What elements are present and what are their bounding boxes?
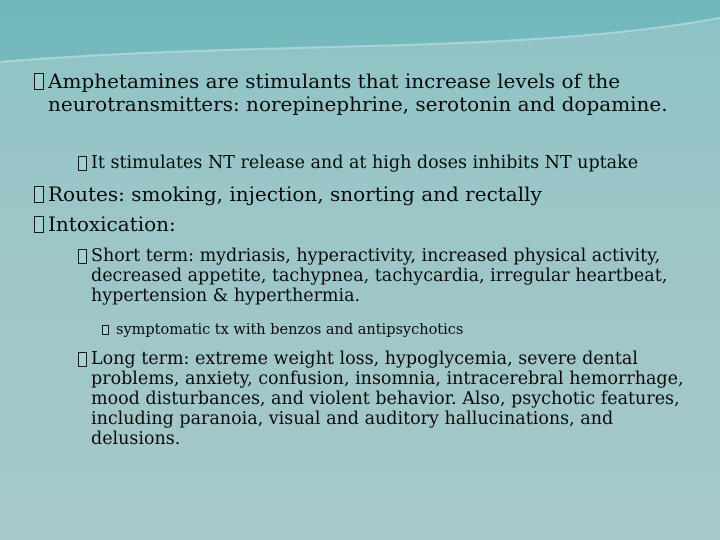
bullet-nt-release bbox=[78, 153, 688, 173]
bullet-text: Long term: extreme weight loss, hypoglycemia, severe dental problems, anxiety, confusion, insomnia, intracerebral hemorrhage, mood disturbances, and violent behavior. Also, psychotic features, including paranoia, visual and auditory hallucinations, and delusions. bbox=[91, 349, 684, 449]
bullet-text: Amphetamines are stimulants that increase levels of the neurotransmitters: norepinephrine, serotonin and dopamine. bbox=[48, 69, 668, 116]
bullet-marker-icon bbox=[78, 352, 87, 367]
bullet-text: Intoxication: bbox=[48, 212, 176, 236]
bullet-marker-icon bbox=[78, 156, 87, 171]
bullet-symptomatic-tx bbox=[102, 321, 662, 339]
bullet-long-term bbox=[78, 349, 688, 449]
bullet-text: symptomatic tx with benzos and antipsychotics bbox=[116, 322, 464, 338]
bullet-text: Short term: mydriasis, hyperactivity, increased physical activity, decreased appetite, tachypnea, tachycardia, irregular heartbeat, hypertension & hyperthermia. bbox=[91, 246, 668, 306]
bullet-marker-icon bbox=[78, 249, 87, 264]
bullet-amphetamines bbox=[34, 70, 684, 116]
bullet-text: It stimulates NT release and at high doses inhibits NT uptake bbox=[91, 153, 639, 173]
bullet-marker-icon bbox=[34, 216, 44, 233]
bullet-short-term bbox=[78, 246, 688, 306]
bullet-intoxication bbox=[34, 213, 684, 236]
bullet-routes bbox=[34, 183, 684, 206]
bullet-marker-icon bbox=[34, 186, 44, 203]
bullet-text: Routes: smoking, injection, snorting and rectally bbox=[48, 182, 542, 206]
bullet-marker-icon bbox=[34, 73, 44, 90]
bullet-marker-icon bbox=[102, 325, 109, 335]
